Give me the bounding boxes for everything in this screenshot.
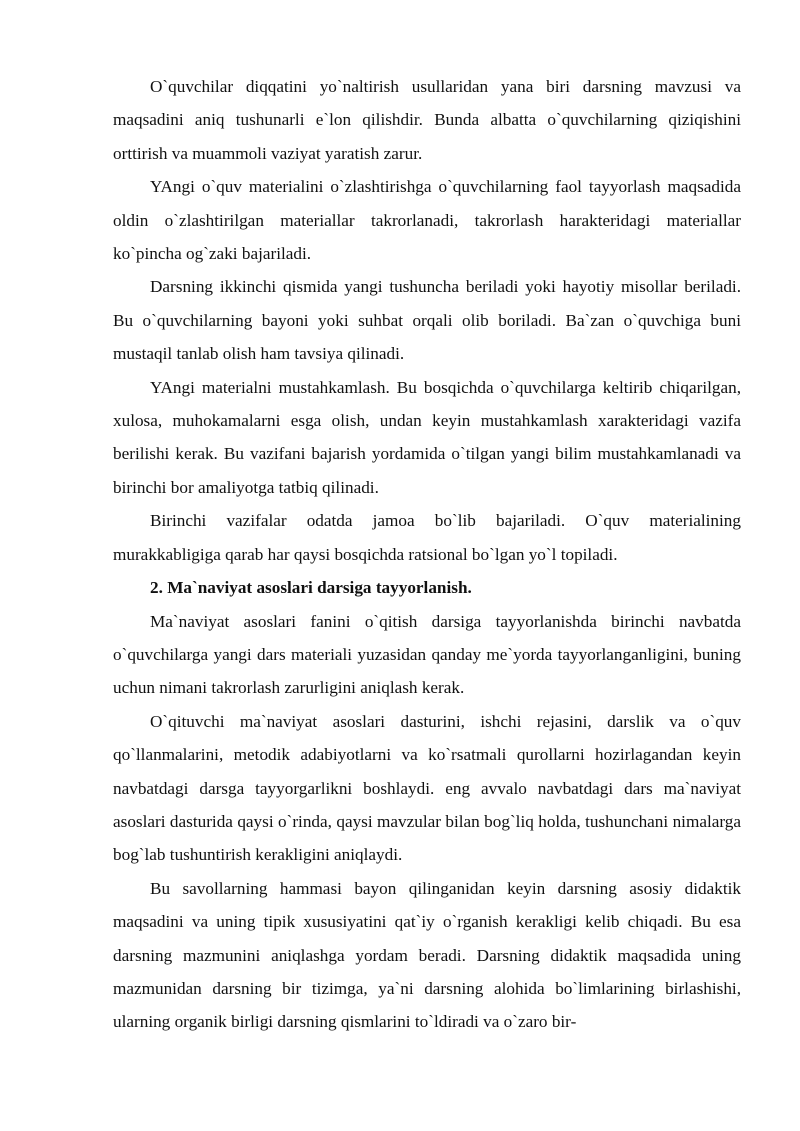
- paragraph-teacher-prep: O`qituvchi ma`naviyat asoslari dasturini, ishchi rejasini, darslik va o`quv qo`llanmalarini, metodik adabiyotlarni va ko`rsatmali qurollarni hozirlagandan keyin navbatdagi darsga tayyorgarlikni boshlaydi. eng avvalo navbatdagi dars ma`naviyat asoslari dasturida qaysi o`rinda, qaysi mavzular bilan bog`liq holda, tushunchani nimalarga bog`lab tushuntirish kerakligini aniqlaydi.: [113, 711, 741, 865]
- document-page: [113, 70, 741, 1039]
- section-heading: 2. Ma`naviyat asoslari darsiga tayyorlanish.: [150, 578, 472, 598]
- paragraph-attention: O`quvchilar diqqatini yo`naltirish usullaridan yana biri darsning mavzusi va maqsadini aniq tushunarli e`lon qilishdir. Bunda albatta o`quvchilarning qiziqishini orttirish va muammoli vaziyat yaratish zarur.: [113, 77, 741, 163]
- paragraph-first-tasks: Birinchi vazifalar odatda jamoa bo`lib bajariladi. O`quv materialining murakkabligiga qarab har qaysi bosqichda ratsional bo`lgan yo`l topiladi.: [113, 511, 741, 564]
- paragraph-second-part: Darsning ikkinchi qismida yangi tushuncha beriladi yoki hayotiy misollar beriladi. Bu o`quvchilarning bayoni yoki suhbat orqali olib boriladi. Ba`zan o`quvchiga buni mustaqil tanlab olish ham tavsiya qilinadi.: [113, 277, 741, 364]
- paragraph-reinforcement: YAngi materialni mustahkamlash. Bu bosqichda o`quvchilarga keltirib chiqarilgan, xulosa, muhokamalarni esga olish, undan keyin mustahkamlash xarakteridagi vazifa berilishi kerak. Bu vazifani bajarish yordamida o`tilgan yangi bilim mustahkamlanadi va birinchi bor amaliyotga tatbiq qilinadi.: [113, 377, 741, 497]
- paragraph-new-material-prep: YAngi o`quv materialini o`zlashtirishga o`quvchilarning faol tayyorlash maqsadida oldin o`zlashtirilgan materiallar takrorlanadi, takrorlash harakteridagi materiallar ko`pincha og`zaki bajariladi.: [113, 177, 741, 264]
- paragraph-lesson-prep: Ma`naviyat asoslari fanini o`qitish darsiga tayyorlanishda birinchi navbatda o`quvchilarga yangi dars materiali yuzasidan qanday me`yorda tayyorlanganligini, buning uchun nimani takrorlash zarurligini aniqlash kerak.: [113, 611, 741, 698]
- paragraph-didactic-goal: Bu savollarning hammasi bayon qilinganidan keyin darsning asosiy didaktik maqsadini va uning tipik xususiyatini qat`iy o`rganish kerakligi kelib chiqadi. Bu esa darsning mazmunini aniqlashga yordam beradi. Darsning didaktik maqsadida uning mazmunidan darsning bir tizimga, ya`ni darsning alohida bo`limlarining birlashishi, ularning organik birligi darsning qismlarini to`ldiradi va o`zaro bir-: [113, 878, 741, 1032]
